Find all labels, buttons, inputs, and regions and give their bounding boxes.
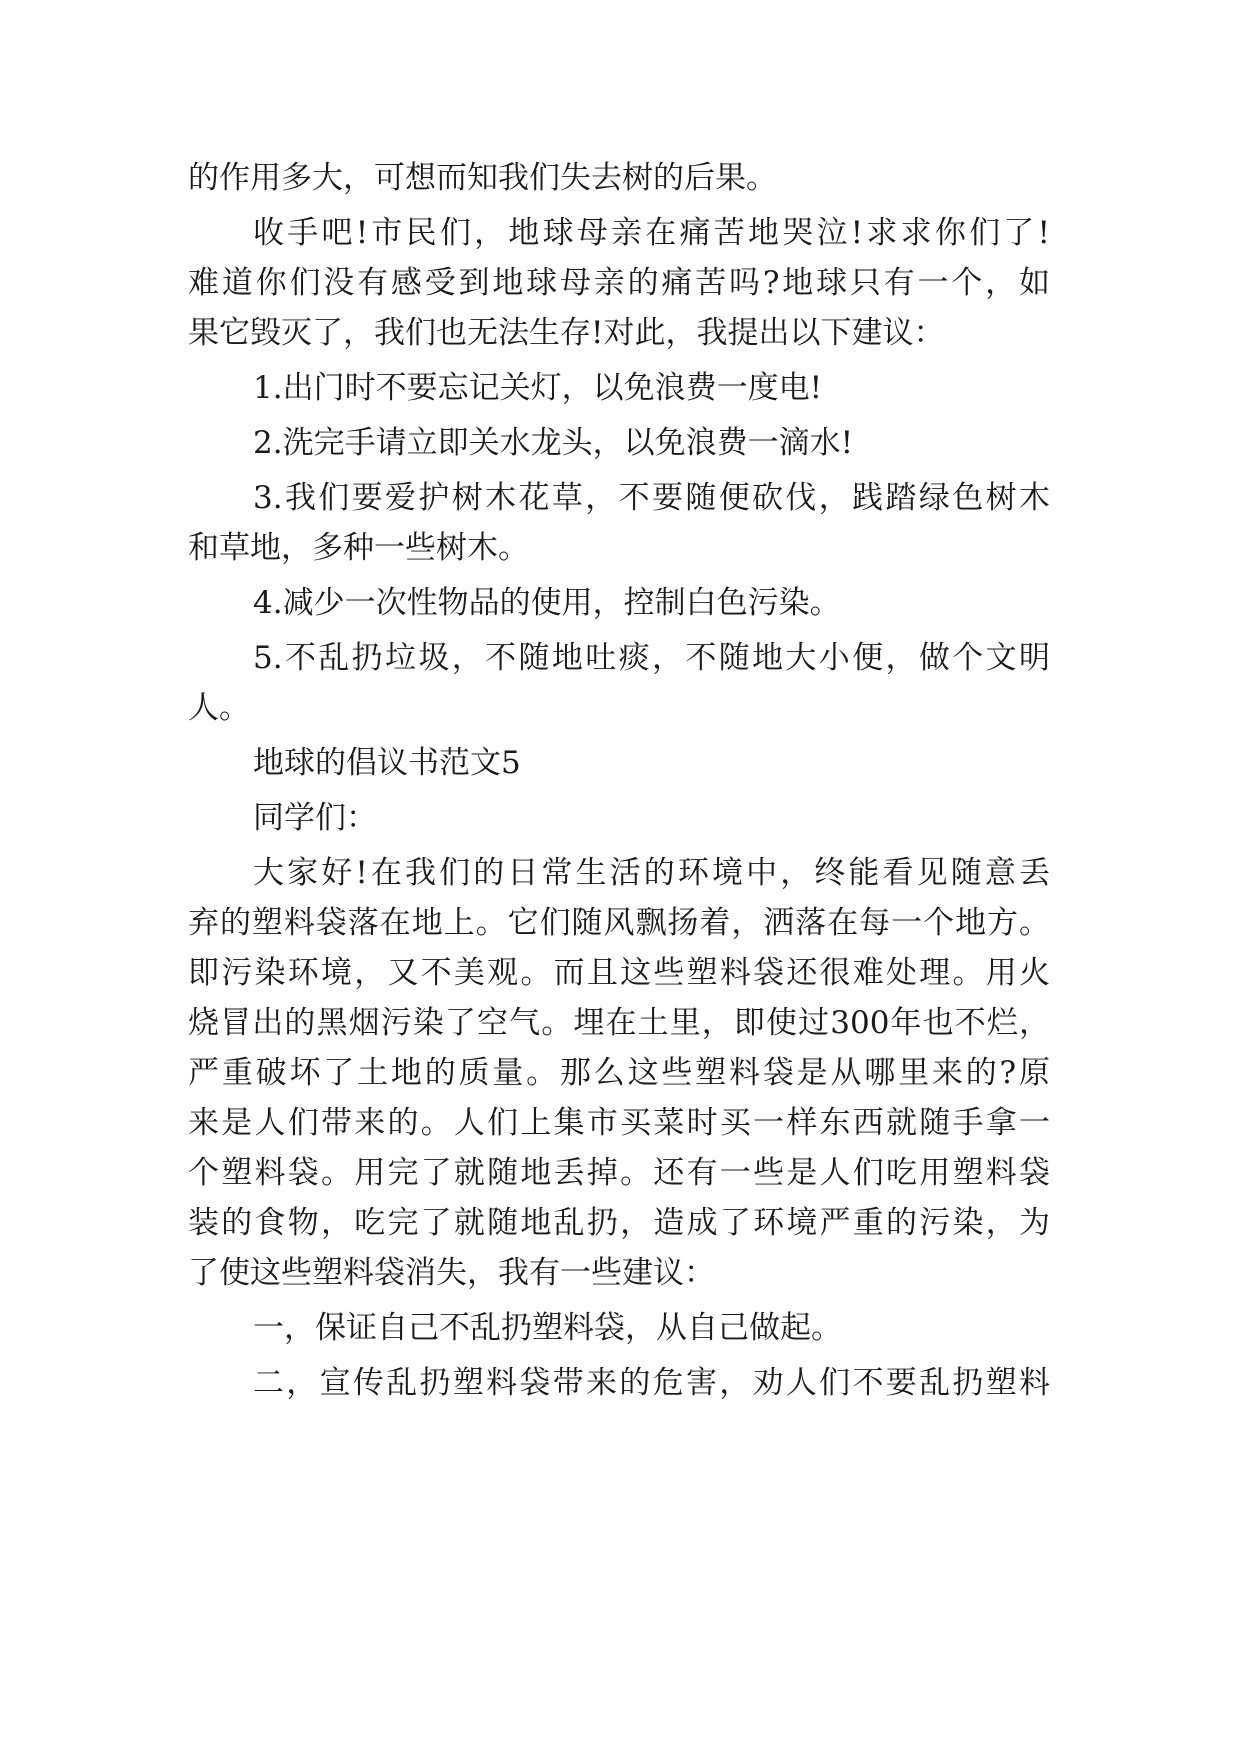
document-page (188, 157, 1050, 1405)
list-item: 二，宣传乱扔塑料袋带来的危害，劝人们不要乱扔塑料 (253, 1365, 1050, 1401)
list-item: 一，保证自己不乱扔塑料袋，从自己做起。 (253, 1310, 842, 1346)
paragraph-line: 烧冒出的黑烟污染了空气。埋在土里，即使过300年也不烂， (188, 1005, 1050, 1041)
paragraph-line: 人。 (188, 690, 250, 726)
paragraph-line: 个塑料袋。用完了就随地丢掉。还有一些是人们吃用塑料袋 (188, 1155, 1050, 1191)
paragraph-line: 弃的塑料袋落在地上。它们随风飘扬着，洒落在每一个地方。 (188, 905, 1050, 941)
list-item: 4.减少一次性物品的使用，控制白色污染。 (253, 585, 841, 621)
list-item: 5.不乱扔垃圾，不随地吐痰，不随地大小便，做个文明 (253, 640, 1050, 676)
paragraph-line: 即污染环境，又不美观。而且这些塑料袋还很难处理。用火 (188, 955, 1050, 991)
paragraph-line: 装的食物，吃完了就随地乱扔，造成了环境严重的污染，为 (188, 1205, 1050, 1241)
list-item: 3.我们要爱护树木花草，不要随便砍伐，践踏绿色树木 (253, 480, 1050, 516)
paragraph-line: 来是人们带来的。人们上集市买菜时买一样东西就随手拿一 (188, 1105, 1050, 1141)
paragraph-line: 难道你们没有感受到地球母亲的痛苦吗?地球只有一个，如 (188, 265, 1050, 301)
paragraph-line: 大家好!在我们的日常生活的环境中，终能看见随意丢 (253, 855, 1050, 891)
paragraph-line: 果它毁灭了，我们也无法生存!对此，我提出以下建议： (188, 315, 945, 351)
paragraph-line: 收手吧!市民们，地球母亲在痛苦地哭泣!求求你们了! (253, 215, 1050, 251)
paragraph-line: 的作用多大，可想而知我们失去树的后果。 (188, 160, 777, 196)
paragraph-line: 了使这些塑料袋消失，我有一些建议： (188, 1255, 715, 1291)
list-item: 1.出门时不要忘记关灯，以免浪费一度电! (253, 370, 823, 406)
section-heading: 地球的倡议书范文5 (253, 745, 521, 781)
salutation: 同学们： (253, 800, 377, 836)
paragraph-line: 严重破坏了土地的质量。那么这些塑料袋是从哪里来的?原 (188, 1055, 1050, 1091)
paragraph-line: 和草地，多种一些树木。 (188, 530, 529, 566)
list-item: 2.洗完手请立即关水龙头，以免浪费一滴水! (253, 425, 854, 461)
